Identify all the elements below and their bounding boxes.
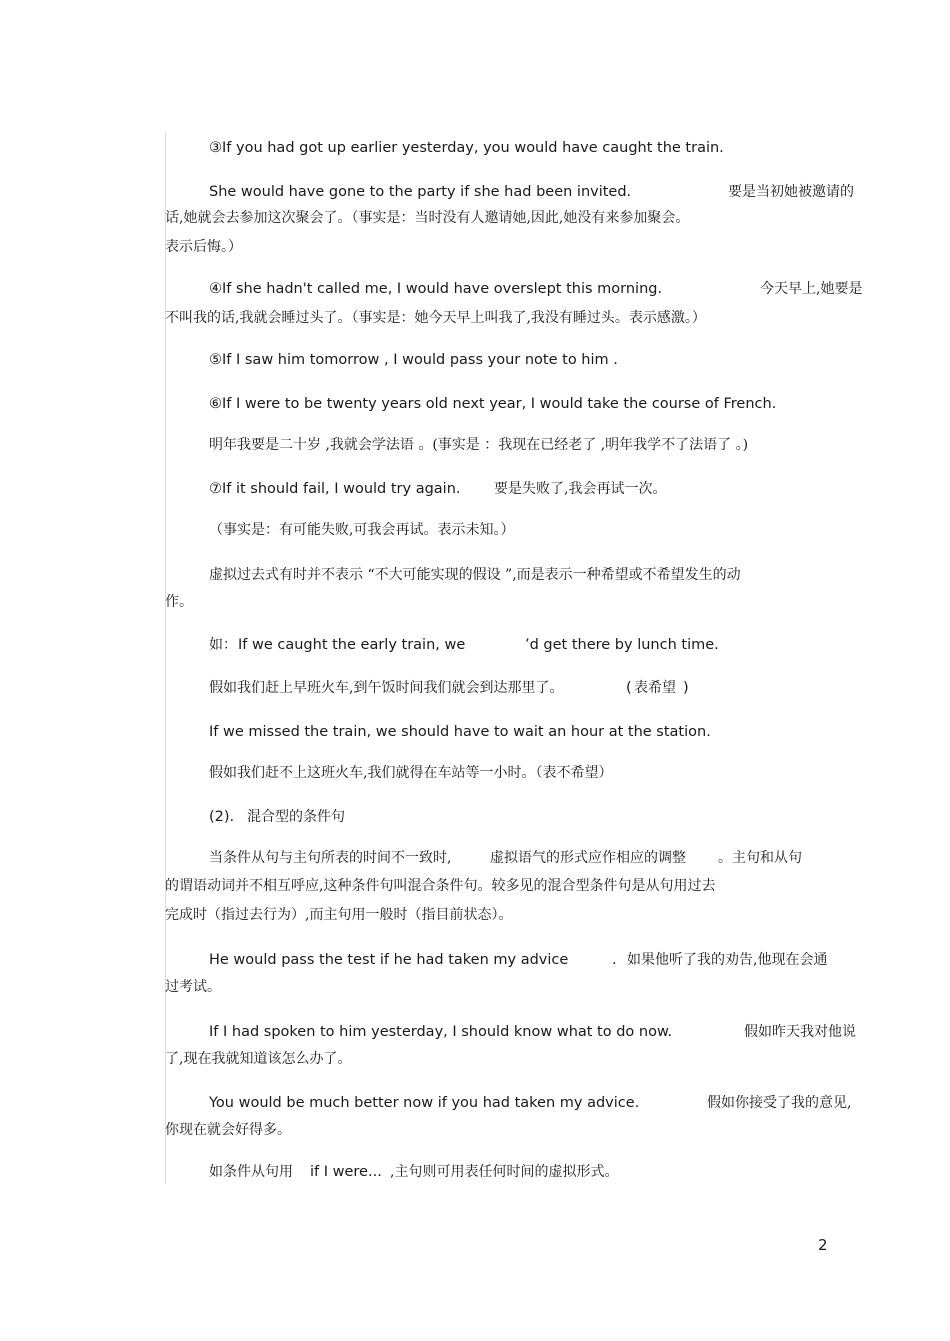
translation-text: 表示后悔。） — [165, 239, 242, 255]
explanation-text: 。主句和从句 — [718, 850, 802, 866]
translation-text: 假如我们赶不上这班火车,我们就得在车站等一小时。（表不希望） — [209, 765, 613, 781]
explanation-text: 虚拟过去式有时并不表示 “不大可能实现的假设 ”,而是表示一种希望或不希望发生的动 — [209, 567, 741, 583]
example-sentence: He would pass the test if he had taken my advice — [209, 952, 569, 968]
note-text: （事实是：有可能失败,可我会再试。表示未知。） — [209, 522, 515, 538]
translation-text: 假如你接受了我的意见, — [707, 1095, 852, 1111]
explanation-text: 当条件从句与主句所表的时间不一致时, — [209, 850, 452, 866]
example-7: ⑦If it should fail, I would try again. — [209, 481, 461, 497]
example-sentence: You would be much better now if you had taken my advice. — [209, 1095, 640, 1111]
bracket: ) — [683, 680, 689, 696]
explanation-text: ,主句则可用表任何时间的虚拟形式。 — [390, 1164, 619, 1180]
translation-text: 明年我要是二十岁 ,我就会学法语 。(事实是 ：我现在已经老了 ,明年我学不了法语了 。) — [209, 437, 749, 453]
explanation-text: 虚拟语气的形式应作相应的调整 — [490, 850, 686, 866]
translation-text: 如果他听了我的劝告,他现在会通 — [627, 952, 828, 968]
example-prefix: 如： — [209, 637, 237, 653]
section-heading: 混合型的条件句 — [247, 809, 345, 825]
example-sentence: If we missed the train, we should have to wait an hour at the station. — [209, 724, 711, 740]
example-4: ④If she hadn't called me, I would have overslept this morning. — [209, 281, 663, 297]
example-3: ③If you had got up earlier yesterday, you would have caught the train. — [209, 140, 724, 156]
translation-text: 假如昨天我对他说 — [744, 1024, 856, 1040]
margin-line — [165, 132, 166, 1184]
translation-text: 话,她就会去参加这次聚会了。（事实是：当时没有人邀请她,因此,她没有来参加聚会。 — [165, 210, 690, 226]
punctuation: . — [612, 952, 617, 968]
explanation-text: 如条件从句用 — [209, 1164, 293, 1180]
example-fragment: if I were... — [310, 1164, 382, 1180]
explanation-text: 完成时（指过去行为）,而主句用一般时（指目前状态）。 — [165, 907, 513, 923]
translation-text: 表希望 — [634, 680, 676, 696]
translation-text: 要是当初她被邀请的 — [728, 184, 854, 200]
translation-text: 要是失败了,我会再试一次。 — [494, 481, 667, 497]
explanation-text: 的谓语动词并不相互呼应,这种条件句叫混合条件句。较多见的混合型条件句是从句用过去 — [165, 878, 716, 894]
translation-text: 你现在就会好得多。 — [165, 1122, 291, 1138]
section-number: (2). — [209, 809, 235, 825]
example-6: ⑥If I were to be twenty years old next year, I would take the course of French. — [209, 396, 777, 412]
translation-text: 不叫我的话,我就会睡过头了。（事实是：她今天早上叫我了,我没有睡过头。表示感激。） — [165, 310, 706, 326]
translation-text: 过考试。 — [165, 979, 221, 995]
example-5: ⑤If I saw him tomorrow , I would pass your note to him . — [209, 352, 618, 368]
translation-text: 了,现在我就知道该怎么办了。 — [165, 1051, 352, 1067]
page-number: 2 — [818, 1236, 828, 1254]
example-sentence: If we caught the early train, we — [238, 637, 466, 653]
example-sentence: She would have gone to the party if she had been invited. — [209, 184, 632, 200]
explanation-text: 作。 — [165, 594, 193, 610]
example-sentence: If I had spoken to him yesterday, I should know what to do now. — [209, 1024, 673, 1040]
example-sentence: ’d get there by lunch time. — [525, 637, 719, 653]
translation-text: 今天早上,她要是 — [760, 281, 863, 297]
bracket: ( — [626, 680, 632, 696]
translation-text: 假如我们赶上早班火车,到午饭时间我们就会到达那里了。 — [209, 680, 564, 696]
